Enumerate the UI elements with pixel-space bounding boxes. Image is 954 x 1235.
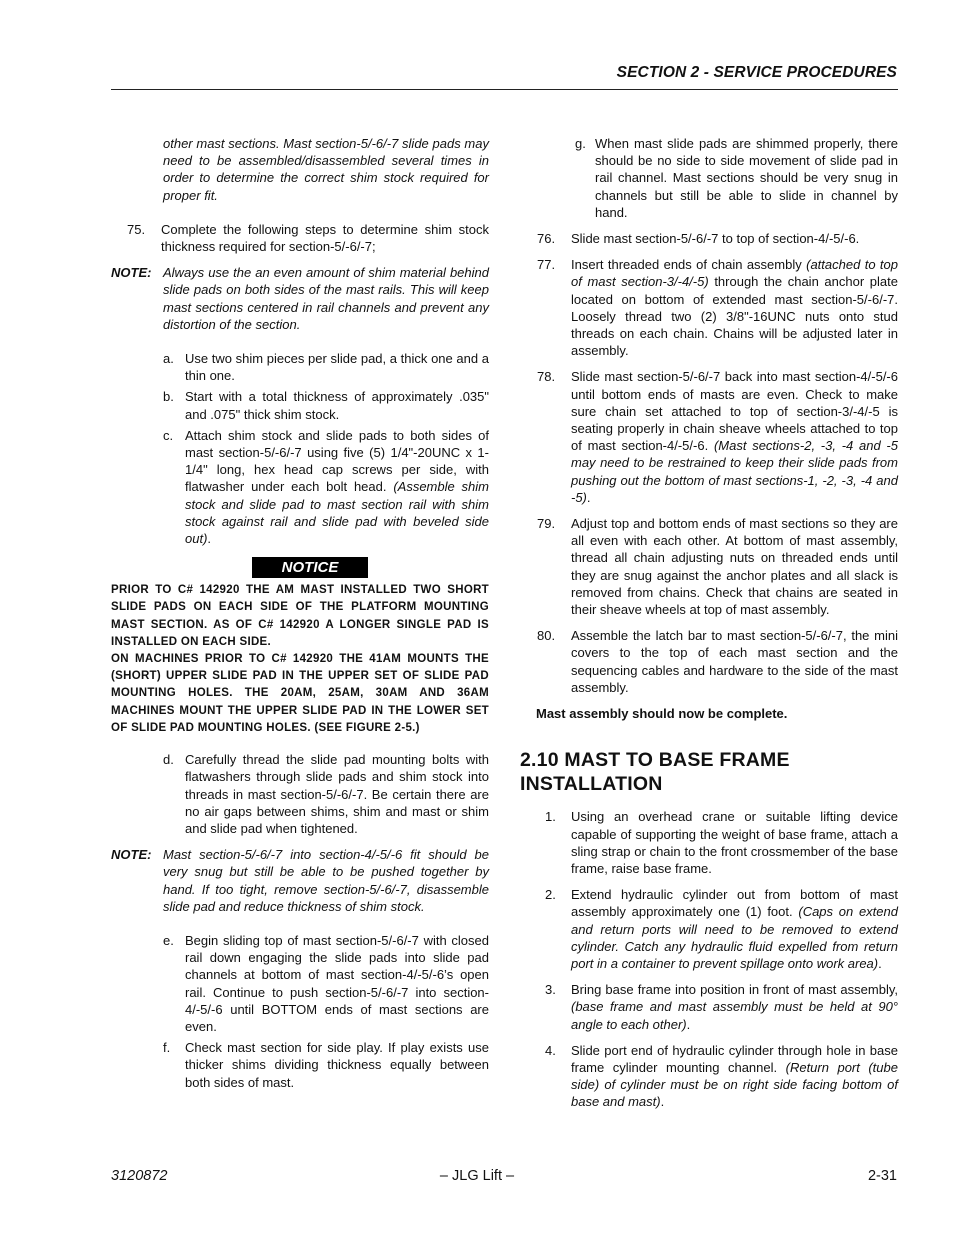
step-number: 77. — [537, 257, 556, 273]
substep-letter: f. — [163, 1040, 171, 1056]
step-number: 4. — [545, 1042, 556, 1058]
step-79 — [520, 515, 898, 618]
substep-text: Begin sliding top of mast section-5/-6/-7 with closed rail down engaging the slide pads into slide pad channels at bottom of mast section-4/-5/-6’s open rail. Continue to push section-5/-6/-7 into section-4/-5/-6 until BOTTOM ends of mast sections are even. — [185, 932, 489, 1034]
note-label: NOTE: — [111, 265, 152, 281]
step-number: 75. — [127, 221, 146, 237]
step-text: Assemble the latch bar to mast section-5/-6/-7, the mini covers to the top of each mast section and the sequencing cables and hardware to the side of the mast assembly. — [571, 628, 898, 695]
substep-text-end: . — [207, 531, 212, 547]
header-divider — [111, 89, 898, 90]
step-number: 79. — [537, 516, 556, 532]
step-text — [571, 256, 898, 359]
substep-letter: d. — [163, 752, 174, 768]
completion-statement: Mast assembly should now be complete. — [536, 706, 788, 722]
step-text: Slide mast section-5/-6/-7 to top of section-4/-5/-6. — [571, 231, 860, 247]
step-77 — [520, 256, 898, 359]
step-text: Using an overhead crane or suitable lifting device capable of supporting the weight of base frame, attach a sling strap or chain to the front crossmember of the base frame, raise base frame. — [571, 809, 898, 876]
substep-text-italic: (Assemble shim stock and slide pad to mast section rail with shim stock against rail and slide pad with beveled side out) — [185, 479, 489, 547]
substep-letter: e. — [163, 932, 174, 948]
step-number: 78. — [537, 369, 556, 385]
step-text-main: Slide port end of hydraulic cylinder through hole in base frame cylinder mounting channel. — [571, 1042, 898, 1075]
step-number: 3. — [545, 982, 556, 998]
step-75 — [111, 221, 489, 255]
footer-brand: – JLG Lift – — [439, 1168, 515, 1184]
step-text-italic: (attached to top of mast section-3/-4/-5) — [571, 257, 898, 290]
substep-b — [163, 388, 489, 422]
note-text: Mast section-5/-6/-7 into section-4/-5/-6 fit should be very snug but still be able to be pushed together by hand. If too tight, remove section-5/-6/-7, disassemble slide pad and reduce thickness of shim stock. — [163, 847, 489, 914]
intro-paragraph: other mast sections. Mast section-5/-6/-7 slide pads may need to be assembled/disassembled several times in order to determine the correct shim stock required for proper fit. — [163, 136, 489, 203]
substep-text — [185, 427, 489, 547]
step-text-main: Extend hydraulic cylinder out from bottom of mast assembly approximately one (1) foot. — [571, 887, 898, 920]
substep-text: When mast slide pads are shimmed properly, there should be no side to side movement of slide pad in rail channel. Mast sections should be very snug in channels but still be able to slide in channel by hand. — [595, 136, 898, 220]
step-number: 2. — [545, 887, 556, 903]
step-text — [571, 981, 898, 1033]
step-80 — [520, 627, 898, 696]
note-shim-material — [111, 264, 489, 333]
step-text-end: . — [878, 955, 882, 971]
substep-f — [163, 1039, 489, 1091]
substep-text: Start with a total thickness of approximately .035" and .075" thick shim stock. — [185, 389, 489, 422]
step-number: 76. — [537, 231, 556, 247]
substep-letter: g. — [575, 136, 586, 151]
step-text: Complete the following steps to determine shim stock thickness required for section-5/-6/-7; — [161, 221, 489, 255]
step-text-main: Insert threaded ends of chain assembly — [571, 257, 802, 273]
notice-text-2: ON MACHINES PRIOR TO C# 142920 THE 41AM MOUNTS THE (SHORT) UPPER SLIDE PAD IN THE UPPER SET OF SLIDE PAD MOUNTING HOLES. THE 20AM, 25AM, 30AM AND 36AM MACHINES MOUNT THE UPPER SLIDE PAD IN THE LOWER SET OF SLIDE PAD MOUNTING HOLES. (SEE FIGURE 2-5.) — [111, 653, 489, 734]
step-text-end: . — [686, 1016, 691, 1032]
step-text — [571, 886, 898, 972]
notice-text-1: PRIOR TO C# 142920 THE AM MAST INSTALLED TWO SHORT SLIDE PADS ON EACH SIDE OF THE PLATFORM MOUNTING MAST SECTION. AS OF C# 142920 A LONGER SINGLE PAD IS INSTALLED ON EACH SIDE. — [111, 584, 489, 648]
notice-badge: NOTICE — [252, 557, 369, 578]
footer-doc-number: 3120872 — [111, 1168, 168, 1184]
step-78 — [520, 368, 898, 506]
step-3 — [520, 981, 898, 1033]
step-4 — [520, 1042, 898, 1111]
substep-text: Check mast section for side play. If play exists use thicker shims dividing thickness equally between both sides of mast. — [185, 1040, 489, 1090]
step-text-italic: (Caps on extend and return ports will need to be removed to extend cylinder. Catch any hydraulic fluid expelled from return port in a container to prevent spillage onto work area) — [571, 904, 898, 971]
substep-text: Use two shim pieces per slide pad, a thick one and a thin one. — [185, 351, 489, 384]
substep-c — [163, 427, 489, 547]
step-text: Adjust top and bottom ends of mast sections so they are all even with each other. At bottom of mast assembly, thread all chain adjusting nuts on threaded ends until they are snug against the anchor plates and all slack is removed from chains. Check that chains are seated in their sheave wheels at top of mast assembly. — [571, 516, 898, 618]
footer-page-number: 2-31 — [867, 1168, 897, 1184]
note-fit — [111, 846, 489, 915]
note-text: Always use the an even amount of shim material behind slide pads on both sides of the mast rails. This will keep mast sections centered in rail channels and prevent any distortion of the section. — [163, 265, 489, 332]
step-text-italic: (Return port (tube side) of cylinder must be on right side facing bottom of base and mast) — [571, 1059, 898, 1110]
step-text-italic: (Mast sections-2, -3, -4 and -5 may need to be restrained to keep their slide pads from pushing out the bottom of mast sections-1, -2, -3, -4 and -5) — [571, 438, 898, 505]
right-column — [520, 135, 898, 1120]
step-text-end: . — [586, 489, 591, 505]
note-label: NOTE: — [111, 847, 152, 863]
step-2 — [520, 886, 898, 972]
notice-box — [111, 557, 489, 578]
step-text-post: through the chain anchor plate located on bottom of extended mast section-5/-6/-7. Loosely thread two (2) 3/8"-16UNC nuts onto stud threads on each chain. Chains will be adjusted later in assembly. — [571, 274, 898, 359]
step-number: 80. — [537, 628, 556, 644]
left-column — [111, 135, 489, 1095]
step-text-main: Slide mast section-5/-6/-7 back into mast section-4/-5/-6 until bottom ends of masts are even. Check to make sure chain set attached to top of section-3/-4/-5 is seating properly in chain sheave wheels attached to top of mast section-4/-5/-6. — [571, 369, 898, 454]
substep-letter: c. — [163, 427, 174, 443]
step-text — [571, 368, 898, 506]
step-number: 1. — [545, 809, 556, 825]
step-text-italic: (base frame and mast assembly must be held at 90° angle to each other) — [571, 999, 898, 1032]
substep-e — [163, 932, 489, 1035]
step-76 — [520, 230, 898, 247]
substep-text: Carefully thread the slide pad mounting bolts with flatwashers through slide pads and shim stock into threads in mast section-5/-6/-7. Be certain there are no air gaps between shims, shim and mast or shim and slide pad when tightened. — [185, 752, 489, 836]
section-title: SECTION 2 - SERVICE PROCEDURES — [616, 64, 897, 81]
step-text-main: Bring base frame into position in front of mast assembly, — [571, 982, 898, 998]
substep-text-main: Attach shim stock and slide pads to both sides of mast section-5/-6/-7 using five (5) 1/4"-20UNC x 1-1/4" long, hex head cap screws per side, with flatwasher under each bolt head. — [185, 427, 489, 495]
substep-letter: b. — [163, 389, 174, 405]
substep-g — [575, 135, 898, 221]
step-text — [571, 1042, 898, 1111]
section-heading: 2.10 MAST TO BASE FRAME INSTALLATION — [520, 749, 790, 796]
substep-d — [163, 751, 489, 837]
step-text-end: . — [660, 1094, 665, 1110]
substep-letter: a. — [163, 351, 174, 367]
step-1 — [520, 808, 898, 877]
substep-a — [163, 350, 489, 384]
